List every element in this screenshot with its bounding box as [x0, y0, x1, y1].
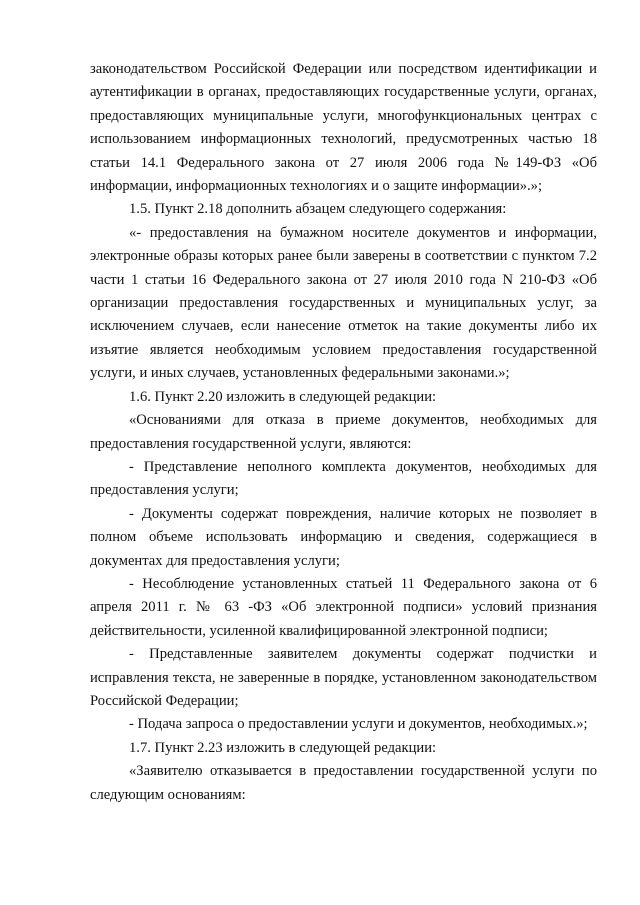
list-item-request-submission: - Подача запроса о предоставлении услуги и документов, необходимых.»;: [129, 716, 588, 733]
paragraph-item-1-5: 1.5. Пункт 2.18 дополнить абзацем следующего содержания:: [129, 201, 507, 218]
paragraph-continuation: законодательством Российской Федерации или посредством идентификации и аутентификации в органах, предоставляющих государственные услуги, органах, предоставляющих муниципальные услуги, многофункциональных центрах с использованием информационных технологий, предусмотренных частью 18 статьи 14.1 Федерального закона от 27 июля 2006 года №149-ФЗ «Об информации, информационных технологиях и о защите информации».»;: [90, 61, 597, 195]
list-item-incomplete-set: - Представление неполного комплекта документов, необходимых для предоставления услуги;: [90, 458, 597, 499]
paragraph-item-1-7: 1.7. Пункт 2.23 изложить в следующей редакции:: [129, 739, 437, 756]
document-page: [90, 58, 597, 807]
paragraph-item-1-5-text: «- предоставления на бумажном носителе документов и информации, электронные образы которых ранее были заверены в соответствии с пунктом 7.2 части 1 статьи 16 Федерального закона от 27 июля 2010 года N 210-ФЗ «Об организации предоставления государственных и муниципальных услуг, за исключением случаев, если нанесение отметок на такие документы либо их изъятие является необходимым условием предоставления государственной услуги, и иных случаев, установленных федеральными законами.»;: [90, 224, 597, 382]
paragraph-refusal-service: «Заявителю отказывается в предоставлении государственной услуги по следующим основаниям:: [90, 763, 597, 803]
paragraph-item-1-6: 1.6. Пункт 2.20 изложить в следующей редакции:: [129, 388, 437, 405]
list-item-damaged-documents: - Документы содержат повреждения, наличие которых не позволяет в полном объеме использовать информацию и сведения, содержащиеся в документах для предоставления услуги;: [90, 505, 597, 569]
paragraph-refusal-grounds: «Основаниями для отказа в приеме документов, необходимых для предоставления государственной услуги, являются:: [90, 412, 597, 452]
list-item-corrections: - Представленные заявителем документы содержат подчистки и исправления текста, не заверенные в порядке, установленном законодательством Российской Федерации;: [90, 646, 597, 709]
list-item-signature-noncompliance: - Несоблюдение установленных статьей 11 Федерального закона от 6 апреля 2011 г. № 63 -ФЗ «Об электронной подписи» условий признания действительности, усиленной квалифицированной электронной подписи;: [90, 575, 597, 639]
